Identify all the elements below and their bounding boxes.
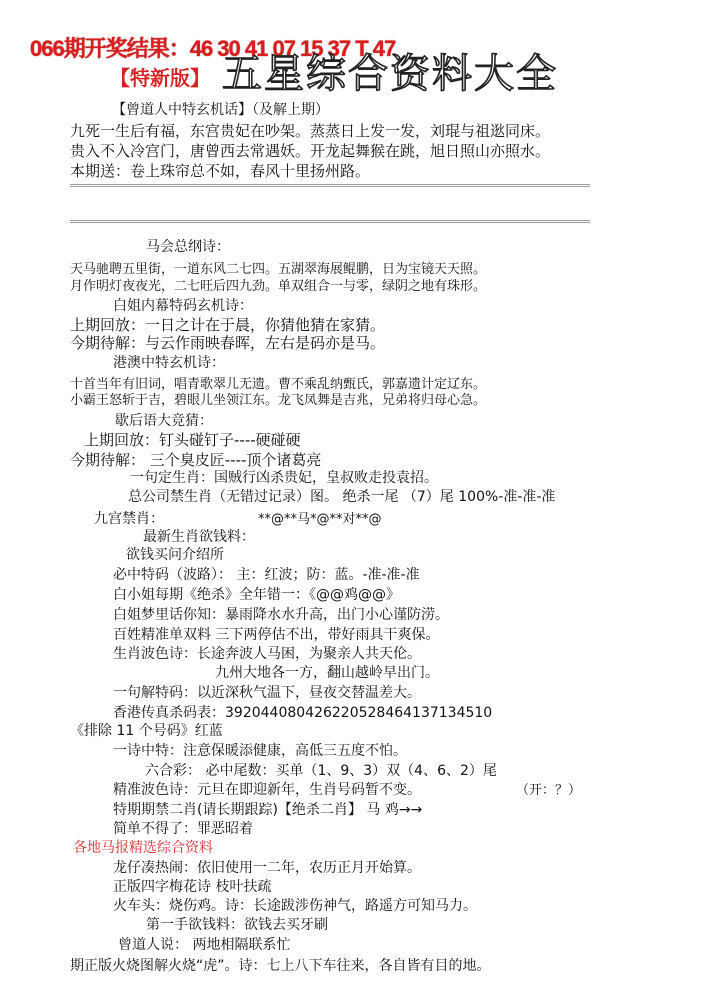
text-line: 白姐梦里话你知：暴雨降水水升高，出门小心谨防涝。 bbox=[113, 607, 449, 623]
page-title: 五星综合资料大全 bbox=[222, 51, 558, 97]
text-line: 精准波色诗：元旦在即迎新年，生肖号码暂不变。 bbox=[113, 782, 421, 798]
text-line: 小霸王怒斩于吉，碧眼儿坐领江东。龙飞凤舞是吉兆，兄弟将归母心急。 bbox=[70, 393, 487, 408]
text-line: （开：？） bbox=[516, 783, 582, 798]
text-line: 生肖波色诗：长途奔波人马困，为聚亲人共天伦。 bbox=[113, 646, 421, 662]
text-line: 火车头：烧伤鸡。诗：长途跋涉伤神气，路遥方可知马力。 bbox=[113, 898, 477, 914]
text-line: 九死一生后有福，东宫贵妃在吵架。蒸蒸日上发一发，刘琨与祖逖同床。 bbox=[70, 122, 551, 140]
text-line: 必中特码（波路）： 主：红波；防：蓝。-准-准-准 bbox=[113, 567, 420, 583]
text-line: 上期回放：一日之计在于晨，你猜他猜在家猜。 bbox=[70, 316, 386, 334]
text-line: 欲钱买问介绍所 bbox=[126, 547, 224, 563]
section-heading-xiehouyu: 歇后语大竞猜： bbox=[115, 413, 213, 429]
text-line: 香港传真杀码表：392044080426220528464137134510 bbox=[113, 705, 493, 721]
text-line: 六合彩： 必中尾数：买单（1、9、3）双（4、6、2）尾 bbox=[145, 763, 497, 779]
section-heading-mahui: 马会总纲诗： bbox=[146, 239, 230, 255]
text-line: 总公司禁生肖（无错过记录）图。 绝杀一尾 （7）尾 100%-准-准-准 bbox=[128, 489, 556, 505]
section-heading-zengdaoren: 【曾道人中特玄机话】（及解上期） bbox=[112, 102, 329, 118]
text-line: 本期送：卷上珠帘总不如，春风十里扬州路。 bbox=[70, 162, 371, 180]
text-line: 正版四字梅花诗 枝叶扶疏 bbox=[113, 879, 272, 895]
text-line: 月作明灯夜夜光，二七旺后四九劲。单双组合一与零，绿阴之地有珠形。 bbox=[70, 279, 487, 294]
section-heading-baijie: 白姐内幕特码玄机诗： bbox=[113, 298, 253, 314]
special-edition-badge: 【特新版】 bbox=[110, 66, 210, 90]
text-line: 今期待解： 三个臭皮匠----顶个诸葛亮 bbox=[70, 451, 322, 469]
text-line: 简单不得了：罪恶昭着 bbox=[113, 821, 253, 837]
divider bbox=[70, 220, 590, 233]
draw-result-headline: 066期开奖结果：46 30 41 07 15 37 T 47 bbox=[30, 36, 396, 61]
text-line: 九州大地各一方，翻山越岭早出门。 bbox=[215, 665, 439, 681]
text-line: 龙仔凑热闹：依旧使用一二年，农历正月开始算。 bbox=[113, 860, 421, 876]
text-line: 一诗中特：注意保暖添健康，高低三五度不怕。 bbox=[113, 743, 407, 759]
text-line: 九宫禁肖： bbox=[94, 511, 164, 527]
section-heading-gangao: 港澳中特玄机诗： bbox=[113, 355, 225, 371]
text-line: 百姓精准单双料 三下两停估不出，带好雨具干爽保。 bbox=[113, 627, 440, 643]
text-line: 上期回放：钉头碰钉子----硬碰硬 bbox=[84, 431, 301, 449]
section-heading-gedi: 各地马报精选综合资料 bbox=[73, 840, 213, 856]
text-line: 特期期禁二肖(请长期跟踪)【绝杀二肖】 马 鸡→→ bbox=[113, 802, 423, 818]
text-line: **@**马*@**对**@ bbox=[258, 512, 382, 527]
text-line: 白小姐每期《绝杀》全年错一：《@@鸡@@》 bbox=[113, 587, 400, 603]
text-line: 期正版火烧图解火烧“虎”。诗：七上八下车往来，各自皆有目的地。 bbox=[70, 958, 491, 974]
text-line: 曾道人说： 两地相隔联系忙 bbox=[118, 937, 291, 953]
text-line: 一句定生肖：国贼行凶杀贵妃，皇叔败走投袁招。 bbox=[130, 470, 438, 486]
text-line: 天马驰聘五里街，一道东风二七四。五湖翠海展鲲鹏，日为宝镜天天照。 bbox=[70, 262, 487, 277]
text-line: 贵入不入冷宫门，唐曾西去常遇妖。开龙起舞猴在跳，旭日照山亦照水。 bbox=[70, 142, 551, 160]
text-line: 一句解特码：以近深秋气温下，昼夜交替温差大。 bbox=[113, 685, 421, 701]
divider bbox=[70, 184, 590, 197]
section-heading-zuixin: 最新生肖欲钱料： bbox=[143, 529, 255, 545]
text-line: 今期待解：与云作雨映春晖，左右是码亦是马。 bbox=[70, 334, 386, 352]
text-line: 《排除 11 个号码》红蓝 bbox=[70, 723, 223, 739]
text-line: 第一手欲钱料：欲钱去买牙刷 bbox=[146, 917, 328, 933]
text-line: 十首当年有旧词，唱青歌翠儿无遗。曹不乘乱纳甄氏，郭嘉遗计定辽东。 bbox=[70, 377, 487, 392]
